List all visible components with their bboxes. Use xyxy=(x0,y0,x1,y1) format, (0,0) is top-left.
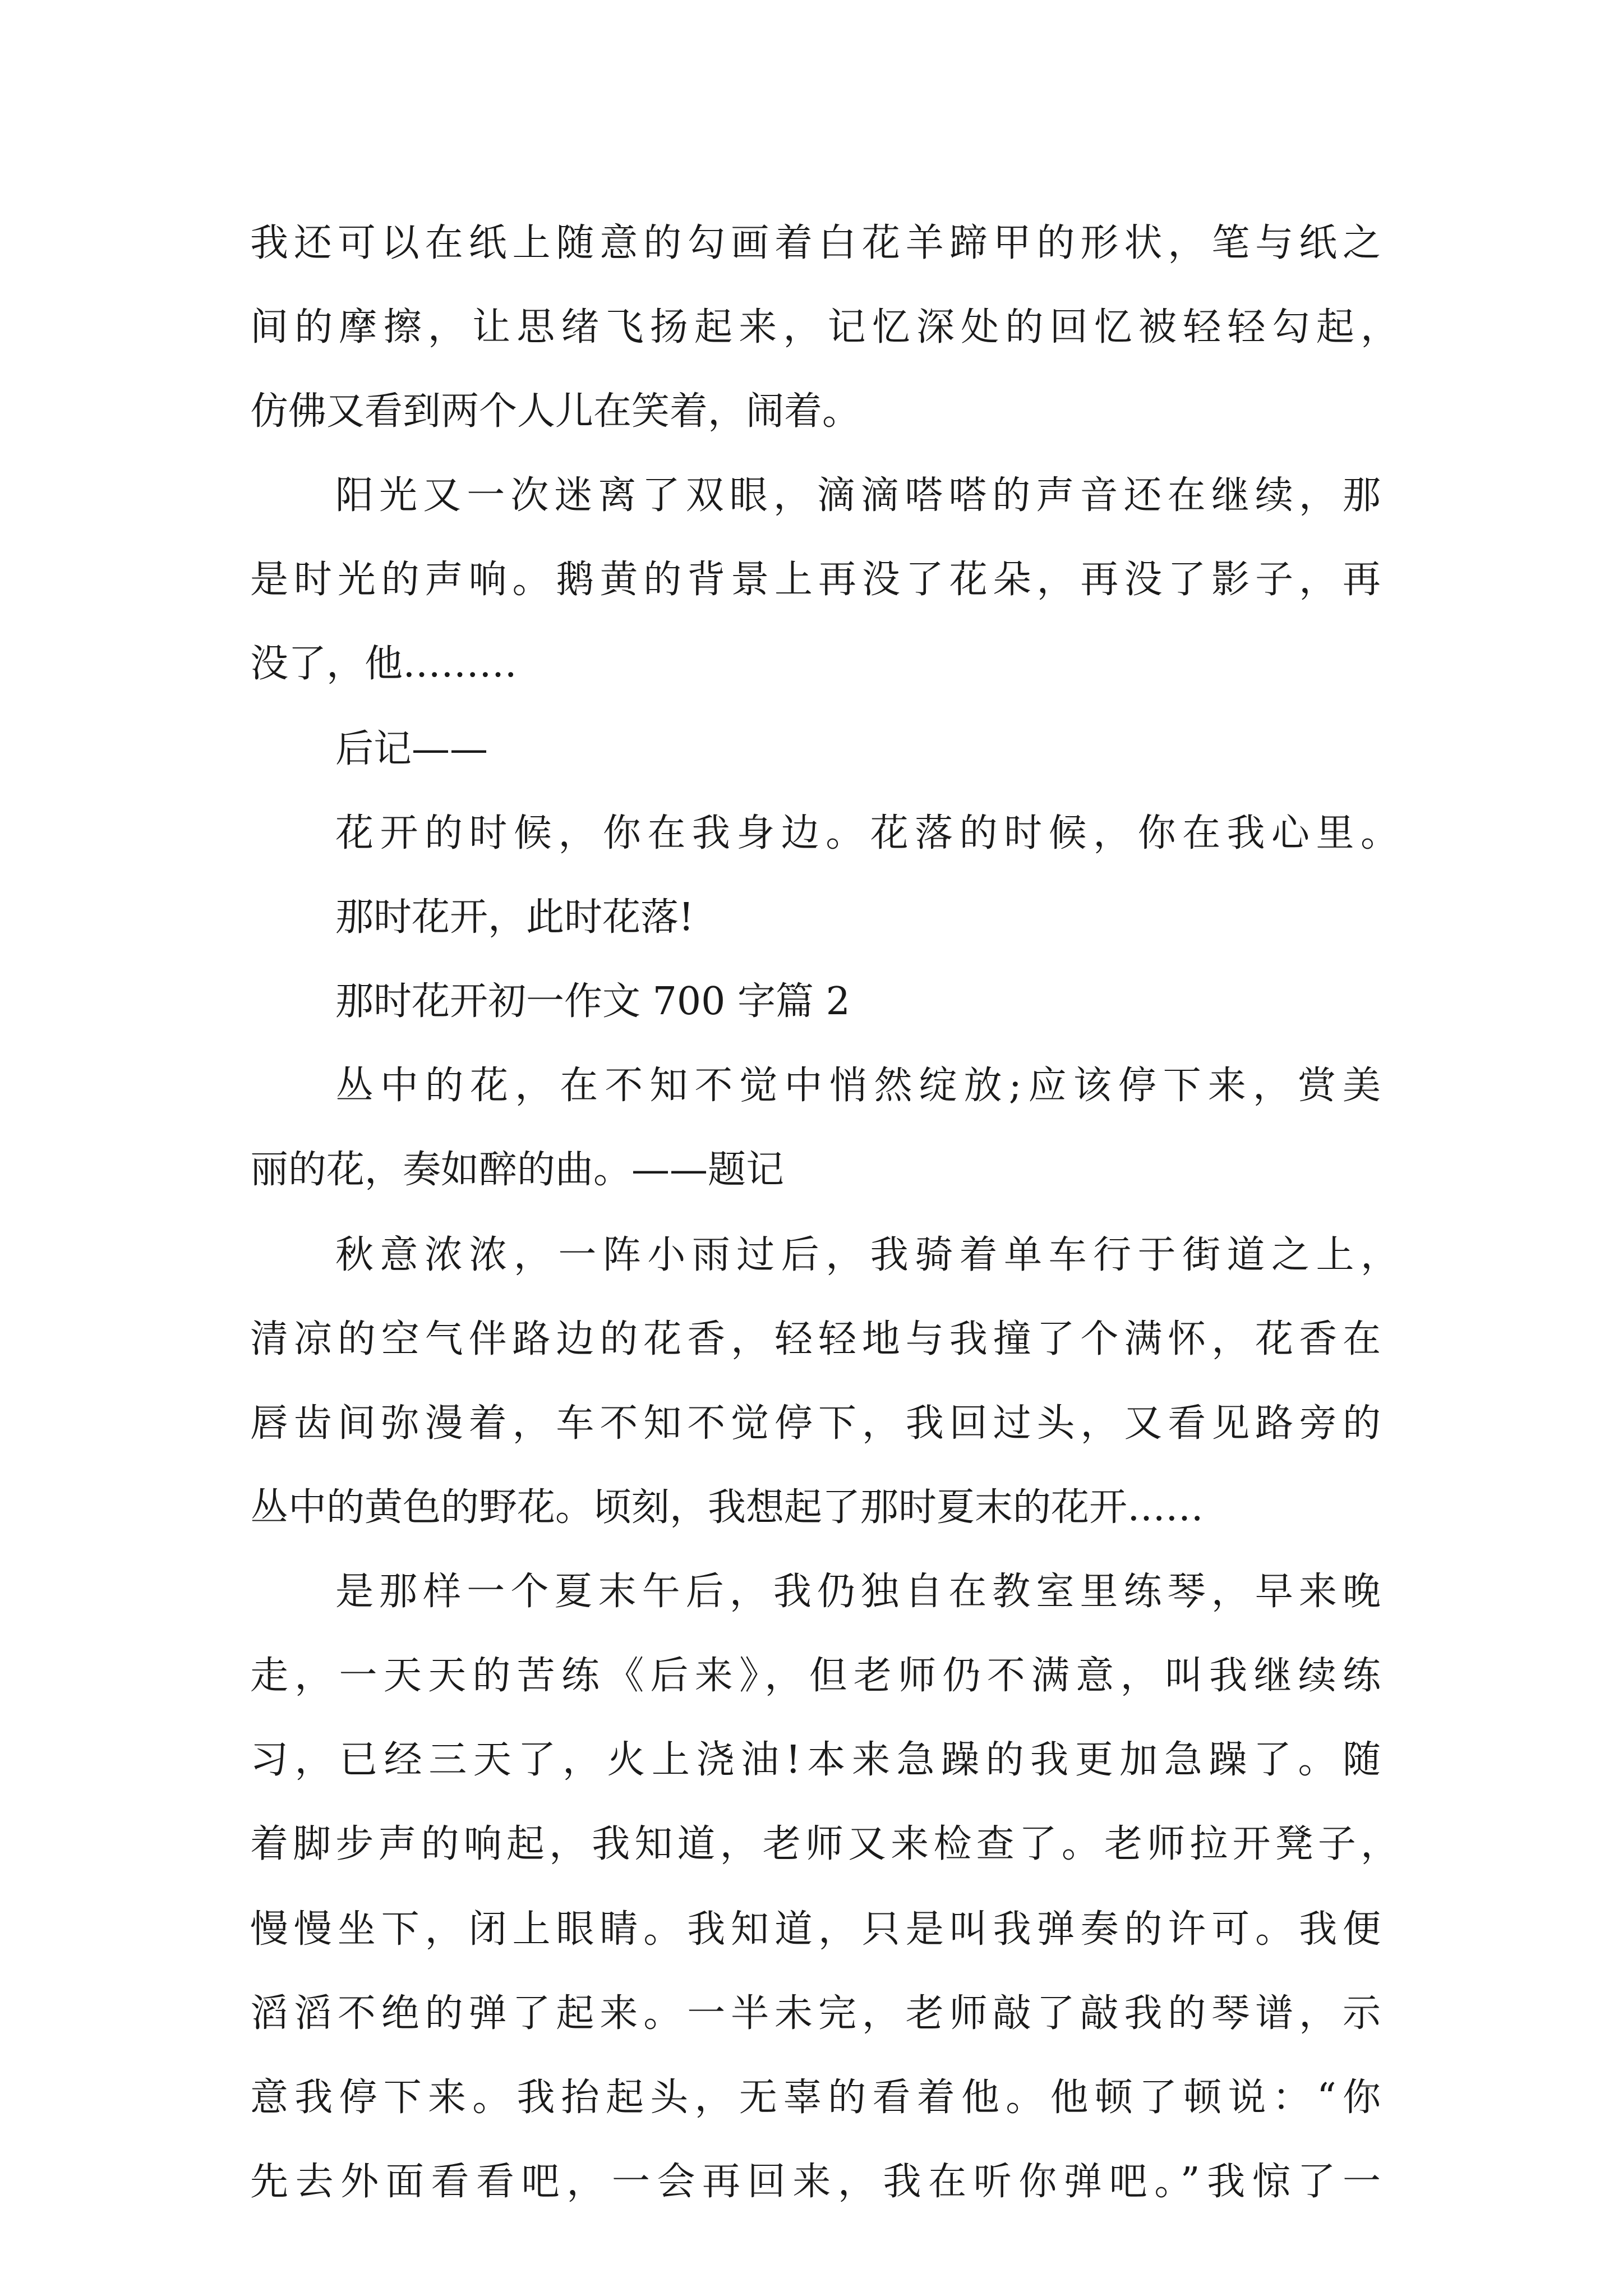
section-heading: 那时花开初一作文 700 字篇 2 xyxy=(335,979,850,1024)
text-line: 先去外面看看吧，一会再回来，我在听你弹吧。”我惊了一 xyxy=(250,2160,1381,2204)
text-line: 意我停下来。我抬起头，无辜的看着他。他顿了顿说：“你 xyxy=(250,2076,1381,2120)
text-line: 慢慢坐下，闭上眼睛。我知道，只是叫我弹奏的许可。我便 xyxy=(250,1907,1381,1952)
text-line: 是时光的声响。鹅黄的背景上再没了花朵，再没了影子，再 xyxy=(250,558,1381,602)
text-line: 后记—— xyxy=(335,727,488,771)
text-line: 阳光又一次迷离了双眼，滴滴嗒嗒的声音还在继续，那 xyxy=(335,473,1381,518)
text-line: 唇齿间弥漫着，车不知不觉停下，我回过头，又看见路旁的 xyxy=(250,1401,1381,1446)
text-line: 间的摩擦，让思绪飞扬起来，记忆深处的回忆被轻轻勾起， xyxy=(250,305,1399,349)
text-line: 花开的时候，你在我身边。花落的时候，你在我心里。 xyxy=(335,811,1399,855)
text-line: 我还可以在纸上随意的勾画着白花羊蹄甲的形状，笔与纸之 xyxy=(250,221,1381,265)
text-line: 走，一天天的苦练《后来》，但老师仍不满意，叫我继续练 xyxy=(250,1654,1381,1698)
text-line: 丽的花，奏如醉的曲。——题记 xyxy=(250,1148,785,1192)
text-line: 丛中的花，在不知不觉中悄然绽放;应该停下来，赏美 xyxy=(335,1064,1381,1108)
text-line: 习，已经三天了，火上浇油!本来急躁的我更加急躁了。随 xyxy=(250,1738,1381,1782)
text-line: 秋意浓浓，一阵小雨过后，我骑着单车行于街道之上， xyxy=(335,1233,1399,1277)
text-line: 滔滔不绝的弹了起来。一半未完，老师敲了敲我的琴谱，示 xyxy=(250,1991,1381,2036)
text-line: 没了，他……… xyxy=(250,642,518,686)
text-line: 仿佛又看到两个人儿在笑着，闹着。 xyxy=(250,389,861,434)
text-line: 那时花开，此时花落! xyxy=(335,895,694,940)
text-line: 是那样一个夏末午后，我仍独自在教室里练琴，早来晚 xyxy=(335,1570,1381,1614)
text-line: 丛中的黄色的野花。顷刻，我想起了那时夏末的花开…… xyxy=(250,1485,1204,1530)
text-line: 着脚步声的响起，我知道，老师又来检查了。老师拉开凳子， xyxy=(250,1822,1399,1866)
text-line: 清凉的空气伴路边的花香，轻轻地与我撞了个满怀，花香在 xyxy=(250,1317,1381,1361)
